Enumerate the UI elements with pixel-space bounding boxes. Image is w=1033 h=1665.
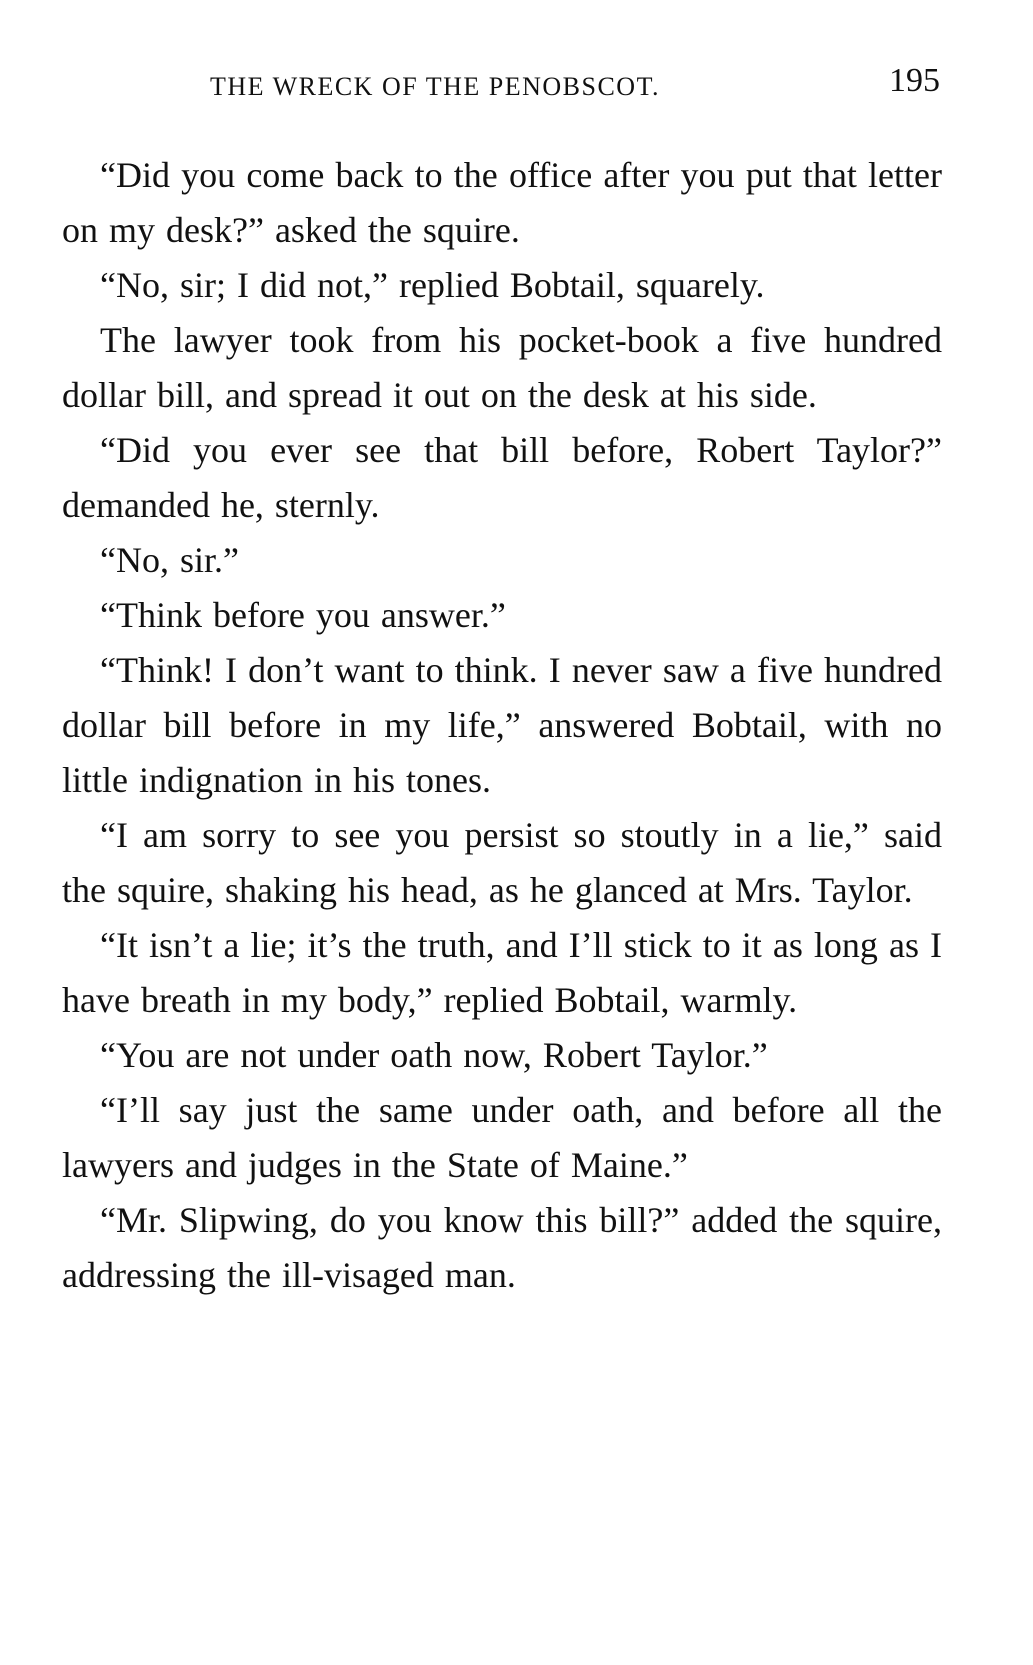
paragraph: “Did you come back to the office after you put that letter on my desk?” asked the squire. [62,155,942,250]
paragraph: “I’ll say just the same under oath, and before all the lawyers and judges in the State of Maine.” [62,1090,942,1185]
paragraph: “No, sir; I did not,” replied Bobtail, squarely. [100,265,765,305]
paragraph: “No, sir.” [100,540,239,580]
paragraph: “Think before you answer.” [100,595,506,635]
body-text [62,148,942,1303]
paragraph: The lawyer took from his pocket-book a five hundred dollar bill, and spread it out on the desk at his side. [62,320,942,415]
paragraph: “I am sorry to see you persist so stoutly in a lie,” said the squire, shaking his head, as he glanced at Mrs. Taylor. [62,815,942,910]
paragraph: “Mr. Slipwing, do you know this bill?” added the squire, addressing the ill-visaged man. [62,1200,942,1295]
paragraph: “It isn’t a lie; it’s the truth, and I’ll stick to it as long as I have breath in my body,” replied Bobtail, warmly. [62,925,942,1020]
running-head [60,62,940,102]
paragraph: “You are not under oath now, Robert Taylor.” [100,1035,768,1075]
paragraph: “Think! I don’t want to think. I never saw a five hundred dollar bill before in my life,” answered Bobtail, with no little indignation in his tones. [62,650,942,800]
running-title: THE WRECK OF THE PENOBSCOT. [210,72,661,101]
page-number: 195 [889,62,940,99]
paragraph: “Did you ever see that bill before, Robert Taylor?” demanded he, sternly. [62,430,942,525]
